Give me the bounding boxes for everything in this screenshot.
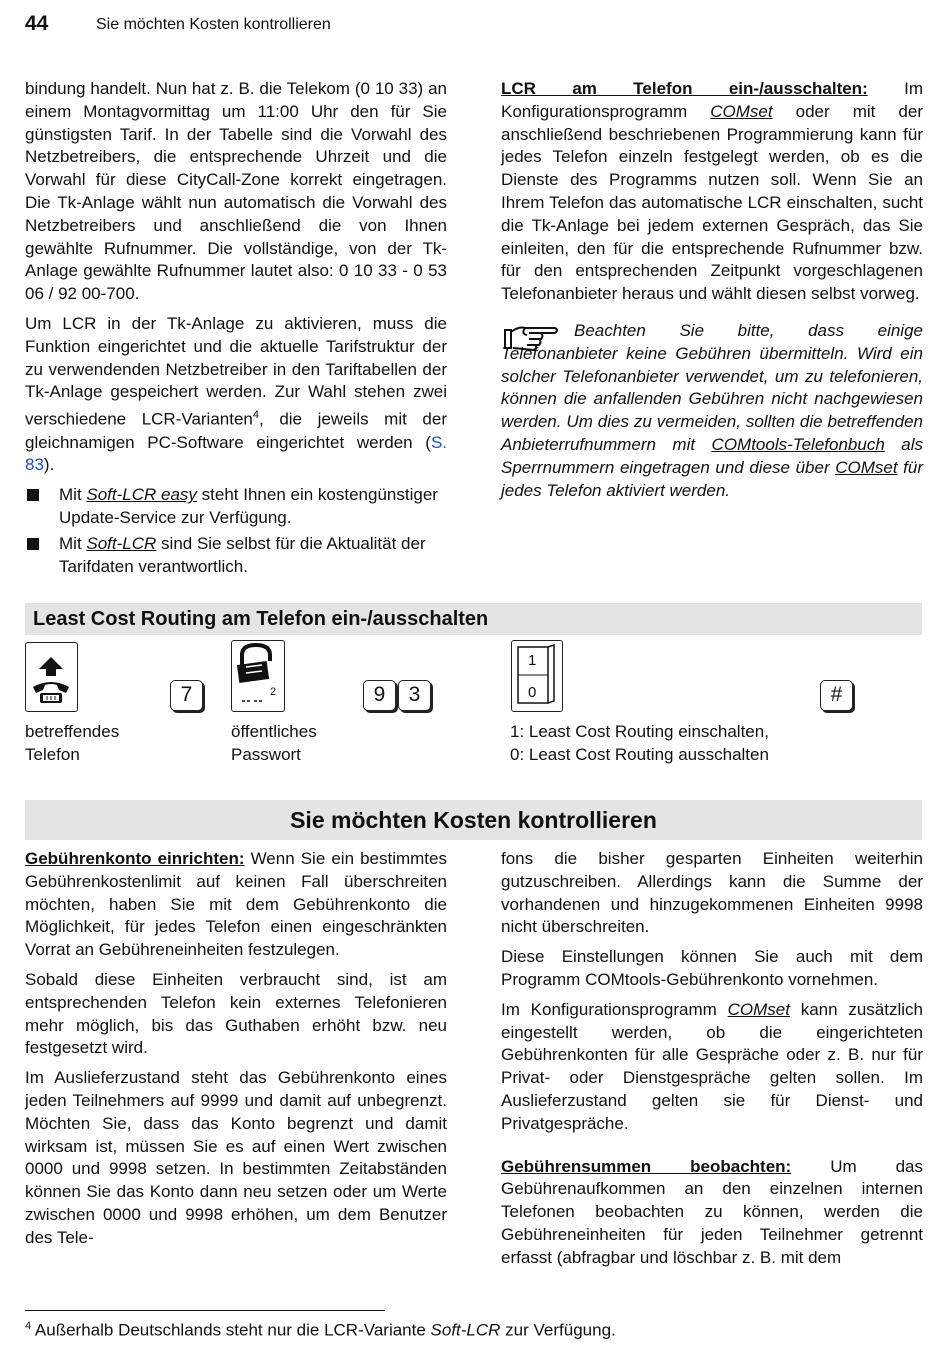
note-text — [501, 320, 923, 502]
bullet-square-icon — [27, 489, 39, 501]
caption-switch — [510, 720, 769, 766]
pointing-hand-icon — [501, 320, 561, 354]
list-item — [25, 533, 447, 579]
lead-heading: LCR am Telefon ein-/ausschalten: — [501, 79, 868, 98]
caption-line: 0: Least Cost Routing ausschalten — [510, 745, 769, 764]
key-3: 3 — [398, 680, 431, 711]
column-right-top — [501, 78, 923, 509]
text: Mit — [59, 485, 87, 505]
text: oder mit der anschließend beschriebenen Programmierung kann für jedes Telefon einzeln festgelegt werden, ob es die Dienste des Programms nutzen soll. Wenn Sie an Ihrem Telefon das automatische LCR einschalten, sucht die Tk-Anlage bei jedem externen Gespräch, das Sie einleiten, den für die entsprechende Rufnummer bzw. für den entsprechenden Zeitpunkt vorgeschlagenen Telefonanbieter heraus und wählt diesen selbst vorweg. — [501, 101, 923, 304]
paragraph — [25, 313, 447, 477]
switch-toggle-icon — [511, 640, 563, 712]
footnote-number: 4 — [25, 1320, 32, 1332]
note-box — [501, 320, 923, 502]
caption-password — [231, 720, 317, 766]
text: zur Verfügung. — [500, 1320, 616, 1340]
paragraph — [501, 999, 923, 1136]
caption-line: 1: Least Cost Routing einschalten, — [510, 722, 769, 741]
section-title-lcr: Least Cost Routing am Telefon ein-/ausschalten — [25, 603, 922, 635]
term-comset: COMset — [835, 457, 898, 477]
footnote-ref[interactable]: 4 — [252, 409, 260, 422]
switch-label-0: 0 — [528, 684, 537, 701]
term-soft-lcr: Soft-LCR — [86, 533, 157, 553]
text: Um das Gebührenaufkommen an den einzelnen internen Telefonen beobachten zu können, werden die Gebühreneinheiten für jeden Teilnehmer getrennt erfasst (abfragbar und löschbar z. B. mit dem — [501, 1156, 924, 1267]
key-9: 9 — [363, 680, 396, 711]
text: Wenn Sie ein bestimmtes Gebührenkostenlimit auf keinen Fall überschreiten möchten, haben Sie mit dem Gebührenkonto die Möglichkeit, für jedes Telefon einen eingeschränkten Vorrat an Gebühreneinheiten festzulegen. — [25, 849, 447, 960]
footnote — [25, 1320, 616, 1341]
paragraph — [25, 848, 447, 962]
text: kann zusätzlich eingestellt werden, ob die eingerichteten Gebührenkonten für alle Gespräche oder z. B. nur für Privat- oder Dienstgespräche gelten sollen. Im Auslieferzustand gelten sie für Dienst- und Privatgespräche. — [501, 999, 923, 1133]
paragraph: Sobald diese Einheiten verbraucht sind, ist am entsprechenden Telefon kein externes Telefonieren mehr möglich, bis das Guthaben erhöht bzw. neu festgesetzt wird. — [25, 969, 447, 1058]
paragraph — [501, 1156, 923, 1270]
footnote-divider — [25, 1310, 385, 1311]
text: Um LCR in der Tk-Anlage zu aktivieren, muss die Funktion eingerichtet und die aktuelle Tarifstruktur der zu verwendenden Netzbetreiber in den Tariftabellen der Tk-Anlage gespeichert werden. Zur Wahl stehen zwei verschiedene LCR-Varianten — [25, 313, 447, 429]
paragraph: Im Auslieferzustand steht das Gebührenkonto eines jeden Teilnehmers auf 9999 und damit auf unbegrenzt. Möchten Sie, dass das Konto begrenzt und damit wirksam ist, müssen Sie es auf einen Wert zwischen 0000 und 9998 setzen. In bestimmten Zeitabständen können Sie das Konto dann neu setzen oder um Werte zwischen 0000 und 9998 erhöhen, um dem Benutzer des Tele- — [25, 1068, 447, 1247]
paragraph: fons die bisher gesparten Einheiten weiterhin gutzuschreiben. Allerdings kann die Summe der vorhandenen und hinzugekommenen Einheiten 9998 nicht überschreiten. — [501, 849, 923, 937]
lead-heading: Gebührensummen beobachten: — [501, 1156, 792, 1176]
section-title-kosten: Sie möchten Kosten kontrollieren — [25, 800, 922, 840]
lock-digit: 2 — [270, 686, 277, 698]
bullet-square-icon — [27, 538, 39, 550]
text: für jedes Telefon aktiviert werden. — [501, 457, 923, 500]
column-left-top — [25, 78, 447, 581]
running-header: Sie möchten Kosten kontrollieren — [96, 16, 331, 33]
text: steht Ihnen ein kostengünstiger Update-Service zur Verfügung. — [59, 485, 438, 527]
term-comset: COMset — [727, 999, 790, 1019]
phone-handset-icon — [25, 642, 78, 712]
paragraph: bindung handelt. Nun hat z. B. die Telekom (0 10 33) an einem Montagvormittag um 11:00 Uhr den für Sie günstigsten Tarif. In der Tabelle sind die Vorwahl des Netzbetreibers, die entsprechende Uhrzeit und die Vorwahl für diese CityCall-Zone korrekt eingetragen. Die Tk-Anlage wählt nun automatisch die Vorwahl des Netzbetreibers und anschließend die von Ihnen gewählte Rufnummer. Die vollständige, von der Tk-Anlage gewählte Rufnummer lautet also: 0 10 33 - 0 53 06 / 92 00-700. — [25, 79, 447, 304]
padlock-password-icon — [231, 640, 285, 712]
paragraph — [501, 78, 923, 306]
page-number: 44 — [25, 12, 49, 35]
list-item — [25, 484, 447, 530]
caption-phone — [25, 720, 119, 766]
text: ). — [43, 455, 55, 475]
term-comset: COMset — [710, 101, 773, 121]
caption-line: Passwort — [231, 745, 301, 764]
caption-line: betreffendes — [25, 722, 120, 741]
key-hash: # — [820, 680, 853, 711]
caption-line: Telefon — [25, 745, 80, 764]
term-soft-lcr: Soft-LCR — [430, 1320, 501, 1340]
text: Außerhalb Deutschlands steht nur die LCR-Variante — [31, 1320, 431, 1340]
term-soft-lcr-easy: Soft-LCR easy — [86, 485, 197, 505]
lead-heading: Gebührenkonto einrichten: — [25, 849, 245, 868]
text: sind Sie selbst für die Aktualität der Tarifdaten verantwortlich. — [59, 533, 426, 576]
text: Beachten Sie bitte, dass einige Telefonanbieter keine Gebühren übermitteln. Wird ein solcher Telefonanbieter verwendet, um zu telefonieren, können die anfallenden Gebühren nicht nachgewiesen werden. Um dies zu vermeiden, sollten die betreffenden Anbieterrufnummern mit — [501, 320, 923, 454]
column-left-bottom — [25, 848, 447, 1257]
page-link[interactable]: S. 83 — [25, 432, 447, 475]
text: als Sperrnummern eingetragen und diese über — [501, 434, 923, 477]
key-7: 7 — [170, 680, 203, 711]
text: Im Konfigurationsprogramm — [501, 999, 728, 1019]
text: Im Konfigurationsprogramm — [501, 79, 924, 121]
paragraph: Diese Einstellungen können Sie auch mit dem Programm COMtools-Gebührenkonto vornehmen. — [501, 947, 923, 989]
switch-label-1: 1 — [528, 652, 537, 669]
text: , die jeweils mit der gleichnamigen PC-Software eingerichtet werden ( — [25, 409, 447, 452]
term-comtools-telefonbuch: COMtools-Telefonbuch — [711, 434, 885, 454]
text: Mit — [59, 533, 87, 553]
column-right-bottom — [501, 848, 923, 1277]
caption-line: öffentliches — [231, 722, 317, 741]
